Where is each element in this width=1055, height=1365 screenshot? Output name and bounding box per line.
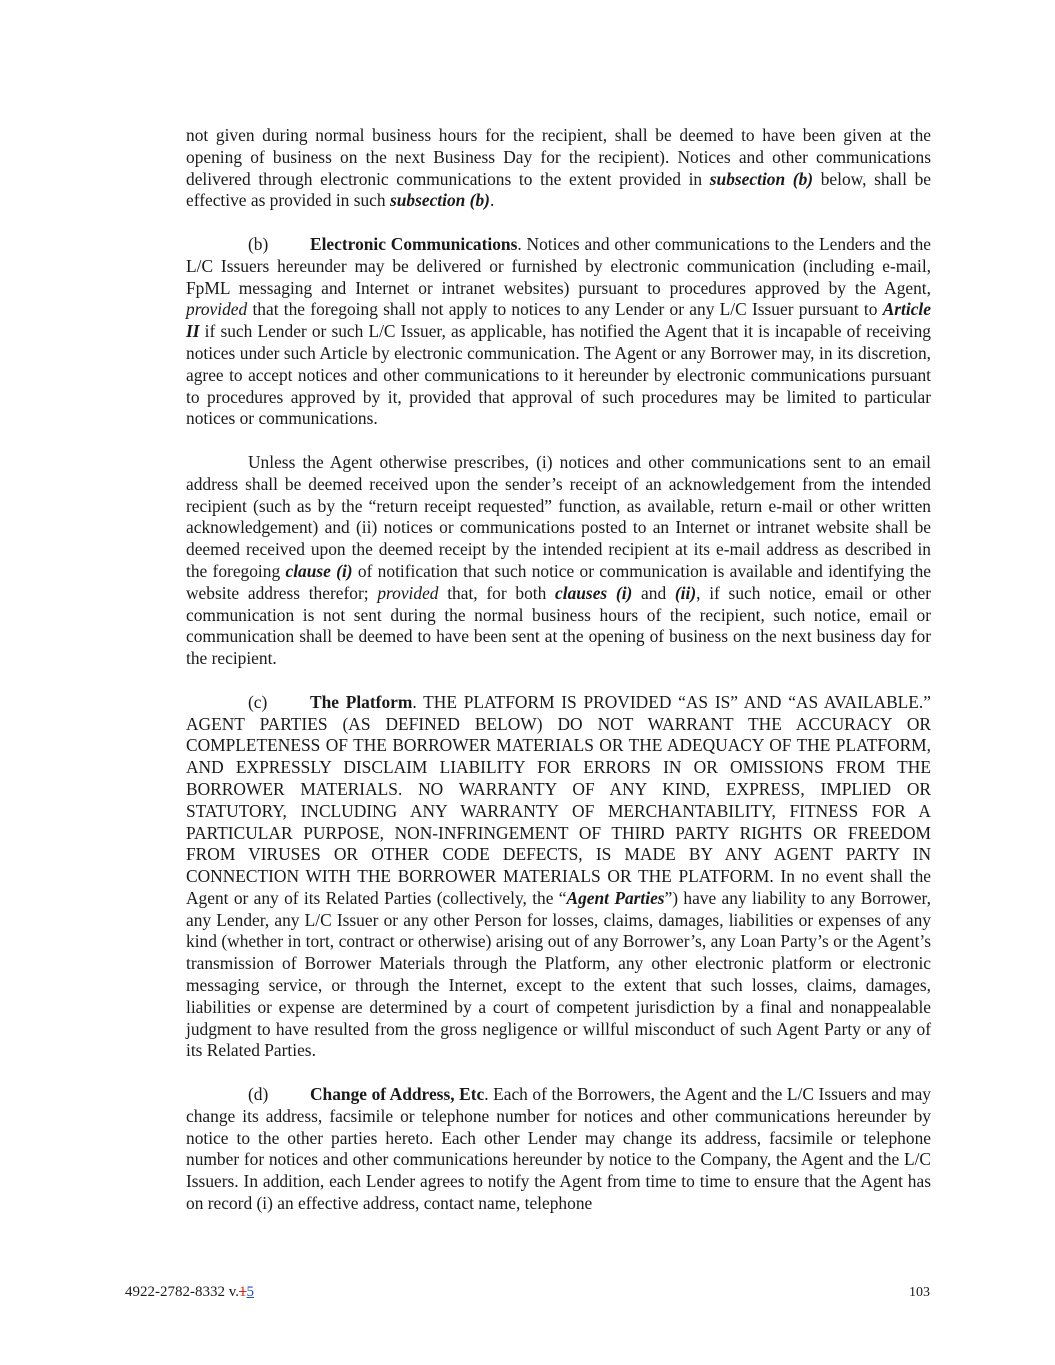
section-b-electronic-communications: (b) Electronic Communications. Notices and other communications to the Lenders and the L/C Issuers hereunder may be delivered or furnished by electronic communication (including e-mail, FpML messaging and Internet or intranet websites) pursuant to procedures approved by the Agent, provided that the foregoing shall not apply to notices to any Lender or any L/C Issuer pursuant to Article II if such Lender or such L/C Issuer, as applicable, has notified the Agent that it is incapable of receiving notices under such Article by electronic communication. The Agent or any Borrower may, in its discretion, agree to accept notices and other communications to it hereunder by electronic communications pursuant to procedures approved by it, provided that approval of such procedures may be limited to particular notices or communications. bbox=[186, 233, 932, 429]
clause-reference: clauses (i) bbox=[555, 582, 633, 603]
section-label: (b) bbox=[248, 233, 269, 254]
section-heading: The Platform bbox=[310, 691, 413, 712]
paragraph-unless-agent-prescribes: Unless the Agent otherwise prescribes, (i) notices and other communications sent to an email address shall be deemed received upon the sender’s receipt of an acknowledgement from the intended recipient (such as by the “return receipt requested” function, as available, return e-mail or other written acknowledgement) and (ii) notices or communications posted to an Internet or intranet website shall be deemed received upon the deemed receipt by the intended recipient at its e-mail address as described in the foregoing clause (i) of notification that such notice or communication is available and identifying the website address therefor; provided that, for both clauses (i) and (ii), if such notice, email or other communication is not sent during the normal business hours of the recipient, such notice, email or communication shall be deemed to have been sent at the opening of business on the next business day for the recipient. bbox=[186, 451, 932, 669]
section-c-the-platform: (c) The Platform. THE PLATFORM IS PROVIDED “AS IS” AND “AS AVAILABLE.” AGENT PARTIES (AS DEFINED BELOW) DO NOT WARRANT THE ACCURACY OR COMPLETENESS OF THE BORROWER MATERIALS OR THE ADEQUACY OF THE PLATFORM, AND EXPRESSLY DISCLAIM LIABILITY FOR ERRORS IN OR OMISSIONS FROM THE BORROWER MATERIALS. NO WARRANTY OF ANY KIND, EXPRESS, IMPLIED OR STATUTORY, INCLUDING ANY WARRANTY OF MERCHANTABILITY, FITNESS FOR A PARTICULAR PURPOSE, NON-INFRINGEMENT OF THIRD PARTY RIGHTS OR FREEDOM FROM VIRUSES OR OTHER CODE DEFECTS, IS MADE BY ANY AGENT PARTY IN CONNECTION WITH THE BORROWER MATERIALS OR THE PLATFORM. In no event shall the Agent or any of its Related Parties (collectively, the “Agent Parties”) have any liability to any Borrower, any Lender, any L/C Issuer or any other Person for losses, claims, damages, liabilities or expenses of any kind (whether in tort, contract or otherwise) arising out of any Borrower’s, any Loan Party’s or the Agent’s transmission of Borrower Materials through the Platform, any other electronic platform or electronic messaging service, or through the Internet, except to the extent that such losses, claims, damages, liabilities or expense are determined by a court of competent jurisdiction by a final and nonappealable judgment to have resulted from the gross negligence or willful misconduct of such Agent Party or any of its Related Parties. bbox=[186, 691, 931, 1061]
paragraph-notices-continuation: not given during normal business hours for the recipient, shall be deemed to have been given at the opening of business on the next Business Day for the recipient). Notices and other communications delivered through electronic communications to the extent provided in subsection (b) below, shall be effective as provided in such subsection (b). bbox=[186, 125, 932, 211]
version-inserted: 5 bbox=[246, 1284, 255, 1300]
section-d-change-of-address: (d) Change of Address, Etc. Each of the Borrowers, the Agent and the L/C Issuers and may change its address, facsimile or telephone number for notices and other communications hereunder by notice to the other parties hereto. Each other Lender may change its address, facsimile or telephone number for notices and other communications hereunder by notice to the Company, the Agent and the L/C Issuers. In addition, each Lender agrees to notify the Agent from time to time to ensure that the Agent has on record (i) an effective address, contact name, telephone bbox=[186, 1084, 931, 1214]
version-deleted: 1 bbox=[239, 1284, 247, 1300]
article-ii-reference: Article II bbox=[186, 299, 931, 342]
section-label: (c) bbox=[248, 691, 268, 712]
page-number: 103 bbox=[909, 1285, 930, 1300]
section-heading: Change of Address, Etc bbox=[310, 1084, 485, 1105]
subsection-b-reference: subsection (b) bbox=[709, 168, 814, 189]
document-id-footer: 4922-2782-8332 v.15 bbox=[125, 1284, 255, 1300]
clause-reference: (ii) bbox=[674, 582, 697, 603]
section-heading: Electronic Communications bbox=[310, 233, 518, 254]
document-page-body bbox=[186, 125, 931, 1215]
defined-term: Agent Parties bbox=[566, 887, 665, 908]
section-label: (d) bbox=[248, 1084, 269, 1105]
clause-reference: clause (i) bbox=[285, 560, 353, 581]
subsection-b-reference: subsection (b) bbox=[389, 190, 490, 211]
